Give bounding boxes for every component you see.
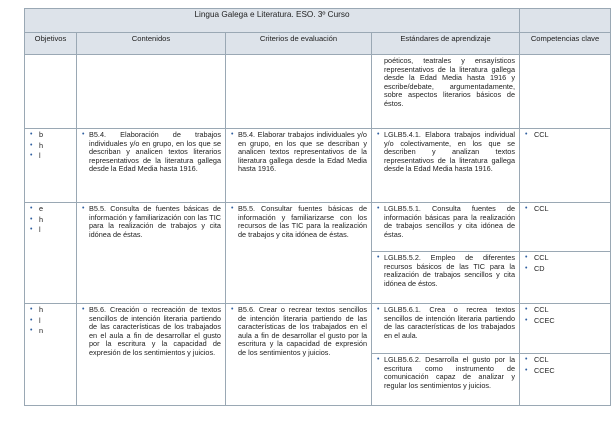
objetivo-item: • b — [29, 131, 72, 140]
estandar-cell — [372, 203, 520, 252]
objetivo-item: • n — [29, 327, 72, 336]
criterio-cell — [226, 129, 372, 203]
estandar-text: poéticos, teatrales y ensayísticos representativos de la literatura gallega desde la Edad Media hasta 1916 y escribe/debate, argumentadamente, sobre aspectos literarios básicos de éstos. — [384, 56, 516, 108]
objetivo-item: • l — [29, 152, 72, 161]
competencias-cell — [520, 304, 611, 354]
table-row — [25, 304, 611, 354]
competencias-cell — [520, 252, 611, 304]
objetivo-item: • h — [29, 142, 72, 151]
criterio-cell — [226, 203, 372, 304]
header-competencias: Competencias clave — [520, 33, 611, 55]
contenido-cell — [77, 203, 226, 304]
objetivo-item: • h — [29, 216, 72, 225]
estandar-text: • LGLB5.6.1. Crea o recrea textos sencillos de intención literaria partiendo de las características de los trabajados en el aula. — [376, 306, 515, 340]
competencia-item: • CCL — [524, 306, 606, 315]
competencia-item: • CCL — [524, 356, 606, 365]
objetivo-item: • l — [29, 226, 72, 235]
competencia-item: • CCEC — [524, 367, 606, 376]
competencia-item: • CD — [524, 265, 606, 274]
header-estandares: Estándares de aprendizaje — [372, 33, 520, 55]
header-objetivos: Objetivos — [25, 33, 77, 55]
estandar-text: • LGLB5.5.2. Empleo de diferentes recursos básicos de las TIC para la realización de trabajos sencillos y cita idónea de éstos. — [376, 254, 515, 288]
estandar-text: • LGLB5.6.2. Desarrolla el gusto por la escritura como instrumento de comunicación capaz de analizar y regular los sentimientos y juicios. — [376, 356, 515, 390]
table-row — [25, 129, 611, 203]
competencia-item: • CCL — [524, 131, 606, 140]
competencias-cell — [520, 55, 611, 129]
contenido-cell — [77, 55, 226, 129]
criterio-text: • B5.6. Crear o recrear textos sencillos de intención literaria partiendo de las características de los trabajados en el aula a fin de desarrollar el gusto por la escritura y la capacidad de expresión de los sentimientos y juicios. — [230, 306, 367, 358]
objetivo-item: • e — [29, 205, 72, 214]
table-row — [25, 203, 611, 252]
competencias-cell — [520, 203, 611, 252]
estandar-text: • LGLB5.4.1. Elabora trabajos individual y/o colectivamente, en los que se describen y analizan textos representativos de la literatura gallega desde la Edad Media hasta 1916. — [376, 131, 515, 174]
estandar-text: • LGLB5.5.1. Consulta fuentes de información básicas para la realización de trabajos sencillos y cita idónea de éstas. — [376, 205, 515, 239]
continuation-row — [25, 55, 611, 129]
objetivo-item: • l — [29, 317, 72, 326]
estandar-cell — [372, 55, 520, 129]
contenido-text: • B5.6. Creación o recreación de textos sencillos de intención literaria partiendo de las características de los trabajados en el aula a fin de desarrollar el gusto por la escritura y la capacidad de expresión de los sentimientos y juicios. — [81, 306, 221, 358]
estandar-cell — [372, 304, 520, 354]
header-criterios: Criterios de evaluación — [226, 33, 372, 55]
objetivos-cell — [25, 304, 77, 406]
curriculum-table — [24, 8, 611, 406]
estandar-cell — [372, 354, 520, 406]
header-contenidos: Contenidos — [77, 33, 226, 55]
table-title-row — [25, 9, 611, 33]
contenido-cell — [77, 304, 226, 406]
objetivos-cell — [25, 129, 77, 203]
objetivos-cell — [25, 203, 77, 304]
competencia-item: • CCEC — [524, 317, 606, 326]
competencias-cell — [520, 129, 611, 203]
criterio-text: • B5.5. Consultar fuentes básicas de información y familiarizarse con los recursos de las TIC para la realización de trabajos y cita idónea de éstas. — [230, 205, 367, 239]
header-row — [25, 33, 611, 55]
estandar-cell — [372, 252, 520, 304]
competencia-item: • CCL — [524, 254, 606, 263]
contenido-text: • B5.4. Elaboración de trabajos individuales y/o en grupo, en los que se describan y analicen textos literarios representativos de la literatura gallega desde la Edad Media hasta 1916. — [81, 131, 221, 174]
title-spacer-cell — [520, 9, 611, 33]
contenido-text: • B5.5. Consulta de fuentes básicas de información y familiarización con las TIC para la realización de trabajos y cita idónea de éstas. — [81, 205, 221, 239]
criterio-cell — [226, 55, 372, 129]
competencia-item: • CCL — [524, 205, 606, 214]
criterio-text: • B5.4. Elaborar trabajos individuales y/o en grupo, en los que se describan y analicen textos representativos de la literatura gallega desde la Edad Media hasta 1916. — [230, 131, 367, 174]
criterio-cell — [226, 304, 372, 406]
contenido-cell — [77, 129, 226, 203]
objetivos-cell — [25, 55, 77, 129]
objetivo-item: • h — [29, 306, 72, 315]
estandar-cell — [372, 129, 520, 203]
table-title: Lingua Galega e Literatura. ESO. 3º Curso — [25, 9, 520, 33]
competencias-cell — [520, 354, 611, 406]
